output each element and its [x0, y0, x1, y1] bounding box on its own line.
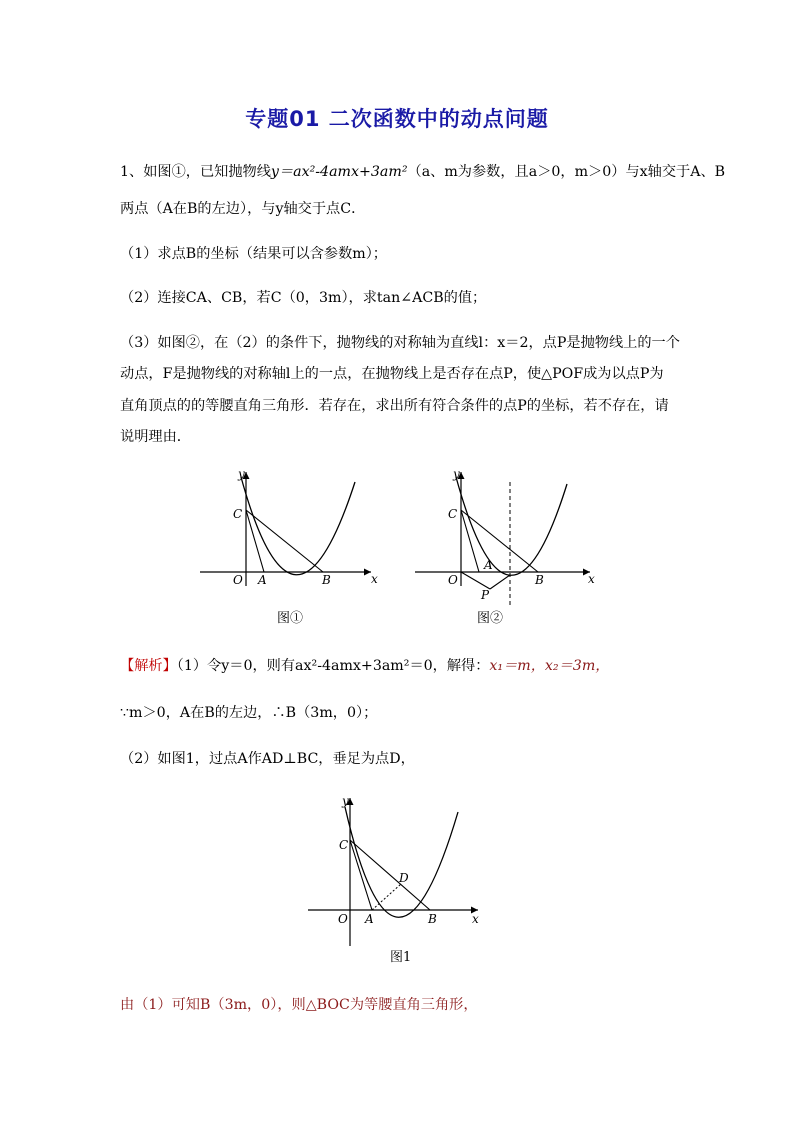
parabola	[345, 807, 458, 917]
label-o: O	[233, 573, 243, 587]
parabola	[241, 477, 355, 575]
figure-1-caption: 图①	[277, 611, 304, 626]
solution-1b: x₁＝m，x₂＝3m，	[489, 658, 610, 674]
q1-equation: y＝ax²-4amx+3am²	[270, 164, 408, 180]
label-c: C	[233, 507, 243, 521]
label-x: x	[472, 912, 479, 926]
question-part-3-line-4: 说明理由．	[120, 429, 191, 445]
figure-2-caption: 图②	[477, 611, 504, 626]
question-part-3-line-2: 动点，F是抛物线的对称轴l上的一点，在抛物线上是否存在点P，使△POF成为以点P为	[120, 366, 664, 382]
q1-prefix: 1、如图①，已知抛物线	[120, 164, 271, 180]
label-c: C	[339, 838, 349, 852]
label-o: O	[448, 573, 458, 587]
figure-2	[410, 462, 600, 632]
segment-cb	[350, 840, 430, 910]
question-line-2: 两点（A在B的左边），与y轴交于点C．	[120, 201, 366, 217]
solution-line-3: （2）如图1，过点A作AD⊥BC，垂足为点D，	[120, 751, 415, 767]
segment-ca	[350, 840, 372, 910]
label-a: A	[258, 573, 267, 587]
label-y: y	[342, 794, 349, 808]
segment-op	[461, 572, 490, 589]
label-x: x	[371, 572, 378, 586]
question-line-1	[120, 162, 725, 182]
segment-ad	[372, 884, 401, 910]
parabola	[456, 477, 567, 575]
label-a: A	[365, 912, 374, 926]
solution-1a: （1）令y＝0，则有ax²-4amx+3am²＝0，解得：	[176, 658, 490, 674]
label-b: B	[428, 912, 437, 926]
label-y: y	[453, 467, 460, 481]
question-part-2: （2）连接CA、CB，若C（0，3m），求tan∠ACB的值；	[120, 290, 487, 306]
label-y: y	[238, 467, 245, 481]
label-p: P	[481, 588, 490, 602]
solution-line-2: ∵m＞0，A在B的左边，∴B（3m，0）；	[120, 705, 378, 721]
question-part-3-line-3: 直角顶点的的等腰直角三角形．若存在，求出所有符合条件的点P的坐标，若不存在，请	[120, 398, 669, 414]
segment-cb	[461, 510, 538, 572]
figure-1	[195, 462, 385, 632]
segment-ca	[461, 510, 479, 572]
label-b: B	[535, 573, 544, 587]
segment-cb	[246, 510, 323, 572]
figure-3-caption: 图1	[390, 950, 412, 965]
label-a: A	[484, 558, 493, 572]
solution-tag: 【解析】	[120, 658, 177, 674]
question-part-1: （1）求点B的坐标（结果可以含参数m）；	[120, 246, 387, 262]
segment-pf	[490, 575, 510, 589]
q1-conditions: （a、m为参数，且a＞0，m＞0）与x轴交于A、B	[407, 164, 726, 180]
solution-line-4: 由（1）可知B（3m，0），则△BOC为等腰直角三角形，	[120, 997, 478, 1013]
label-x: x	[588, 572, 595, 586]
label-o: O	[338, 912, 348, 926]
label-b: B	[322, 573, 331, 587]
label-d: D	[399, 871, 409, 885]
page-title: 专题01 二次函数中的动点问题	[245, 107, 549, 131]
label-c: C	[448, 507, 458, 521]
question-part-3-line-1: （3）如图②，在（2）的条件下，抛物线的对称轴为直线l：x＝2，点P是抛物线上的一个	[120, 335, 680, 351]
figure-3	[298, 790, 498, 970]
solution-line-1	[120, 656, 609, 676]
